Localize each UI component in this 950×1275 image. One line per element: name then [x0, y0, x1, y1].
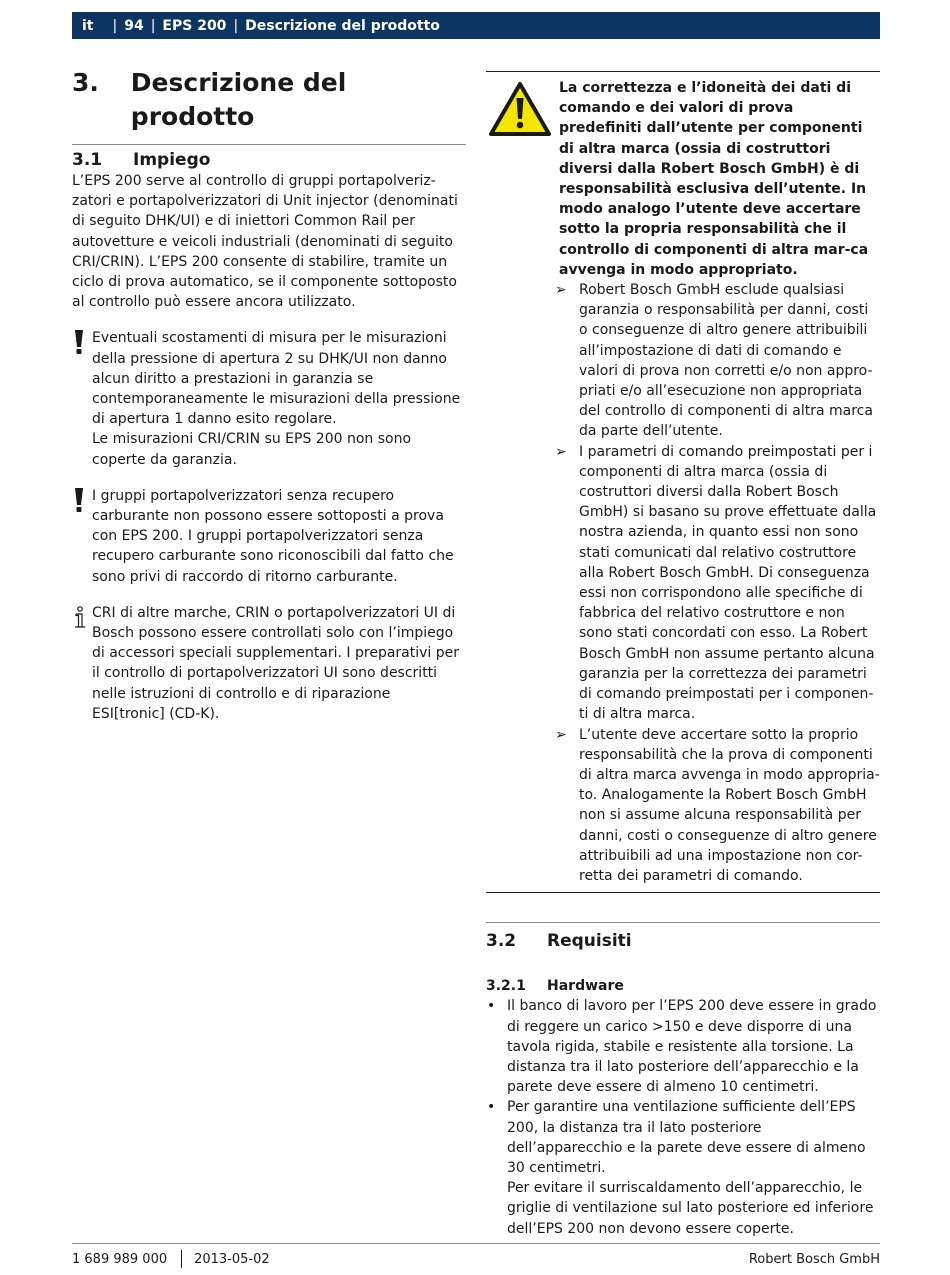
header-section: Descrizione del prodotto	[245, 17, 440, 34]
list-item-text: L’utente deve accertare sotto la proprio responsabilità che la prova di componenti di altra marca avvenga in modo appropria-to. Analogamente la Robert Bosch GmbH non si assume alcuna responsabilità per danni, costi o conseguenze di altro genere attribuibili ad una impostazione non cor-retta dei parametri di comando.	[579, 726, 880, 884]
section-3-1-body: L’EPS 200 serve al controllo di gruppi portapolveriz-zatori e portapolverizzatori di Unit injector (denominati di seguito DHK/UI) e di iniettori Common Rail per autovetture e veicoli industriali (denominati di seguito CRI/CRIN). L’EPS 200 consente di stabilire, tramite un ciclo di prova automatico, se il componente sottoposto al controllo può essere ancora utilizzato.	[72, 173, 458, 311]
bullet-dot-icon: •	[487, 998, 496, 1015]
list-item	[555, 280, 880, 442]
chapter-title: Descrizione del prodotto	[130, 68, 347, 131]
info-icon	[72, 606, 88, 630]
section-heading-3-1	[72, 149, 466, 171]
list-item	[486, 996, 880, 1097]
right-column	[486, 71, 880, 1239]
warning-list	[486, 280, 880, 886]
arrow-bullet-icon: ➢	[555, 443, 567, 460]
header-language: it	[82, 17, 94, 34]
note-text: Eventuali scostamenti di misura per le misurazioni della pressione di apertura 2 su DHK/UI non danno alcun diritto a prestazioni in garanzia se contemporaneamente le misurazioni della pressione di apertura 1 danno esito regolare.	[92, 330, 461, 428]
header-separator: |	[112, 17, 118, 34]
document-date: 2013-05-02	[194, 1251, 270, 1267]
list-item-text: Per evitare il surriscaldamento dell’apparecchio, le griglie di ventilazione sul lato posteriore ed inferiore dell’EPS 200 non devono essere coperte.	[507, 1180, 874, 1237]
note-text: CRI di altre marche, CRIN o portapolverizzatori UI di Bosch possono essere controllati solo con l’impiego di accessori speciali supplementari. I preparativi per il controllo di portapolverizzatori UI sono descritti nelle istruzioni di controllo e di riparazione ESI[tronic] (CD-K).	[92, 604, 460, 722]
list-item	[486, 1097, 880, 1238]
header-product: EPS 200	[162, 17, 227, 34]
subsection-number: 3.2.1	[486, 978, 526, 995]
list-item	[555, 442, 880, 725]
list-item	[555, 725, 880, 887]
section-number: 3.1	[72, 150, 103, 170]
arrow-bullet-icon: ➢	[555, 726, 567, 743]
list-item-text: Il banco di lavoro per l’EPS 200 deve essere in grado di reggere un carico >150 e deve disporre di una tavola rigida, stabile e resistente alla torsione. La distanza tra il lato posteriore dell’apparecchio e la parete deve essere di almeno 10 centimetri.	[507, 998, 877, 1096]
document-number: 1 689 989 000	[72, 1251, 168, 1267]
warning-box	[486, 71, 880, 893]
subsection-heading-3-2-1	[486, 976, 880, 996]
section-title: Requisiti	[547, 931, 632, 952]
running-header	[72, 12, 880, 39]
note-text: Le misurazioni CRI/CRIN su EPS 200 non sono coperte da garanzia.	[92, 431, 412, 468]
list-item-text: I parametri di comando preimpostati per i componenti di altra marca (ossia di costruttori diversi dalla Robert Bosch GmbH) si basano su prove effettuate dalla nostra azienda, in quanto essi non sono stati comunicati dal relativo costruttore alla Robert Bosch GmbH. Di conseguenza essi non corrispondono alle specifiche di fabbrica del relativo costruttore e non sono stati concordati con esso. La Robert Bosch GmbH non assume pertanto alcuna garanzia per la correttezza dei parametri di comando preimpostati per i componen-ti di altra marca.	[579, 443, 877, 723]
hardware-list	[486, 996, 880, 1238]
attention-note-2	[72, 486, 466, 587]
arrow-bullet-icon: ➢	[555, 282, 567, 299]
attention-note-1	[72, 328, 466, 469]
note-text: I gruppi portapolverizzatori senza recupero carburante non possono essere sottoposti a prova con EPS 200. I gruppi portapolverizzatori senza recupero carburante sono riconoscibili dal fatto che sono privi di raccordo di ritorno carburante.	[92, 487, 454, 585]
list-item-text: Robert Bosch GmbH esclude qualsiasi garanzia o responsabilità per danni, costi o conseguenze di altro genere attribuibili all’impostazione di dati di comando e valori di prova non corretti e/o non appro-priati e/o all’esecuzione non appropriata del controllo di componenti di altra marca da parte dell’utente.	[579, 282, 873, 440]
footer-divider	[181, 1250, 182, 1268]
section-number: 3.2	[486, 931, 517, 952]
bullet-dot-icon: •	[487, 1099, 496, 1116]
section-title: Impiego	[133, 150, 211, 170]
section-heading-3-2	[486, 930, 880, 952]
chapter-number: 3.	[72, 68, 99, 97]
list-item-text: Per garantire una ventilazione sufficiente dell’EPS 200, la distanza tra il lato posteriore dell’apparecchio e la parete deve essere di almeno 30 centimetri.	[507, 1099, 866, 1176]
header-separator: |	[150, 17, 156, 34]
subsection-title: Hardware	[547, 978, 624, 995]
page-footer	[72, 1243, 880, 1268]
header-page-number: 94	[124, 17, 144, 34]
header-separator: |	[233, 17, 239, 34]
section-3-2	[486, 922, 880, 1239]
info-note	[72, 603, 466, 724]
left-column	[72, 66, 466, 724]
chapter-heading	[72, 66, 466, 145]
warning-triangle-icon	[488, 81, 552, 137]
exclamation-icon	[74, 487, 84, 513]
warning-statement: La correttezza e l’idoneità dei dati di comando e dei valori di prova predefiniti dall’utente per componenti di altra marca (ossia di costruttori diversi dalla Robert Bosch GmbH) è di responsabilità esclusiva dell’utente. In modo analogo l’utente deve accertare sotto la propria responsabilità che il controllo di componenti di altra mar-ca avvenga in modo appropriato.	[559, 80, 869, 278]
company-name: Robert Bosch GmbH	[748, 1251, 880, 1267]
exclamation-icon	[74, 329, 84, 355]
